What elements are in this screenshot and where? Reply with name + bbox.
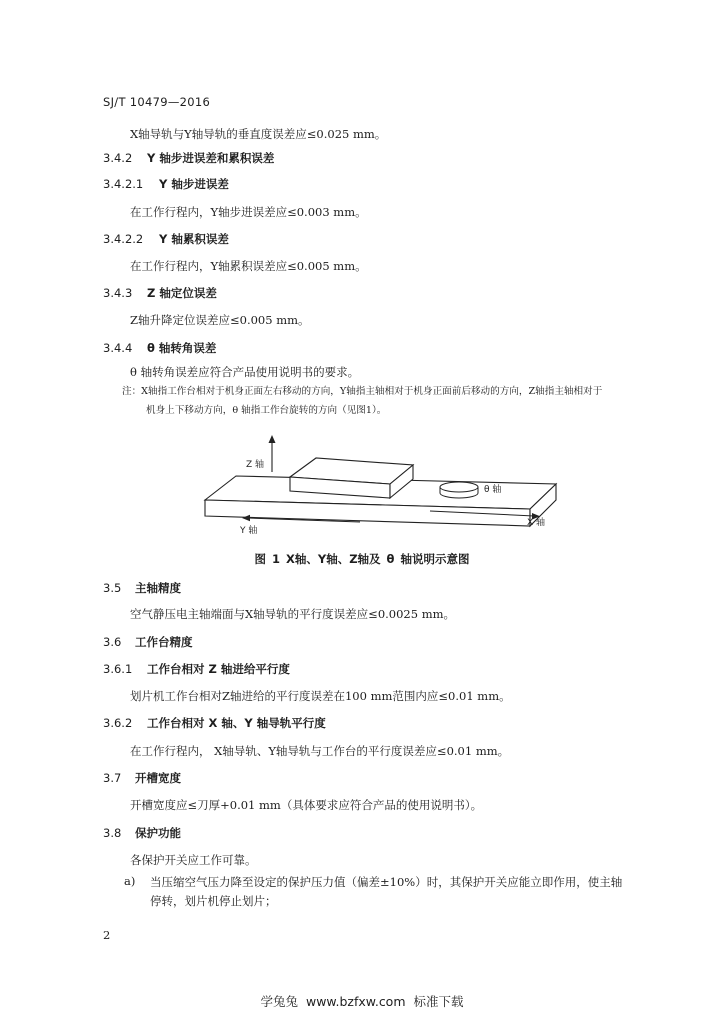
heading-3-8 — [103, 825, 181, 841]
heading-3-4-2-1 — [103, 176, 229, 192]
section-title: 工作台相对 X 轴、Y 轴导轨平行度 — [147, 716, 326, 730]
section-title: Y 轴累积误差 — [159, 232, 229, 246]
heading-3-6-1 — [103, 661, 290, 677]
section-title: 工作台精度 — [135, 635, 193, 649]
footer-watermark: 学兔兔 www.bzfxw.com 标准下载 — [260, 994, 464, 1009]
z-axis-label: Z 轴 — [246, 460, 265, 470]
paragraph-theta-error: θ 轴转角误差应符合产品使用说明书的要求。 — [130, 365, 360, 379]
paragraph-table-xy-parallelism: 在工作行程内， X轴导轨、Y轴导轨与工作台的平行度误差应≤0.01 mm。 — [130, 744, 510, 758]
section-number: 3.6 — [103, 635, 122, 649]
heading-3-4-2-2 — [103, 231, 229, 247]
section-title: Y 轴步进误差和累积误差 — [147, 151, 275, 165]
paragraph-z-positioning-error: Z轴升降定位误差应≤0.005 mm。 — [130, 313, 310, 327]
y-axis-label: Y 轴 — [240, 526, 258, 536]
section-number: 3.5 — [103, 581, 122, 595]
page-number: 2 — [103, 928, 111, 942]
x-axis-label: X 轴 — [527, 518, 546, 528]
section-number: 3.6.1 — [103, 662, 133, 676]
section-number: 3.4.3 — [103, 286, 133, 300]
rotary-disc-top — [440, 482, 478, 492]
section-title: 工作台相对 Z 轴进给平行度 — [147, 662, 290, 676]
paragraph-table-z-parallelism: 划片机工作台相对Z轴进给的平行度误差在100 mm范围内应≤0.01 mm。 — [130, 689, 511, 703]
paragraph-spindle-accuracy: 空气静压电主轴端面与X轴导轨的平行度误差应≤0.0025 mm。 — [130, 607, 456, 621]
section-number: 3.4.4 — [103, 341, 133, 355]
heading-3-6-2 — [103, 715, 326, 731]
heading-3-4-2 — [103, 150, 274, 166]
theta-axis-label: θ 轴 — [484, 485, 502, 495]
section-number: 3.8 — [103, 826, 122, 840]
paragraph-perpendicularity: X轴导轨与Y轴导轨的垂直度误差应≤0.025 mm。 — [130, 127, 387, 141]
heading-3-6 — [103, 634, 193, 650]
section-number: 3.4.2.1 — [103, 177, 144, 191]
section-number: 3.6.2 — [103, 716, 133, 730]
document-id: SJ/T 10479—2016 — [103, 95, 211, 109]
section-title: θ 轴转角误差 — [147, 341, 217, 355]
list-item-a-line-1: 当压缩空气压力降至设定的保护压力值（偏差±10%）时，其保护开关应能立即作用，使主轴 — [150, 875, 623, 889]
heading-3-7 — [103, 770, 181, 786]
heading-3-4-4 — [103, 340, 216, 356]
note-line-1: 注：X轴指工作台相对于机身正面左右移动的方向，Y轴指主轴相对于机身正面前后移动的方向，Z轴指主轴相对于 — [122, 386, 603, 397]
list-item-a-label: a) — [124, 874, 136, 888]
list-item-a-line-2: 停转，划片机停止划片； — [150, 894, 277, 908]
section-number: 3.7 — [103, 771, 122, 785]
paragraph-y-step-error: 在工作行程内，Y轴步进误差应≤0.003 mm。 — [130, 205, 367, 219]
paragraph-y-cumulative-error: 在工作行程内，Y轴累积误差应≤0.005 mm。 — [130, 259, 367, 273]
section-title: 保护功能 — [135, 826, 181, 840]
section-title: 主轴精度 — [135, 581, 181, 595]
heading-3-5 — [103, 580, 181, 596]
section-number: 3.4.2.2 — [103, 232, 144, 246]
paragraph-slot-width: 开槽宽度应≤刀厚+0.01 mm（具体要求应符合产品的使用说明书）。 — [130, 798, 483, 812]
section-title: Y 轴步进误差 — [159, 177, 229, 191]
paragraph-protection: 各保护开关应工作可靠。 — [130, 853, 257, 867]
heading-3-4-3 — [103, 285, 217, 301]
note-line-2: 机身上下移动方向，θ 轴指工作台旋转的方向（见图1）。 — [146, 405, 387, 416]
section-title: Z 轴定位误差 — [147, 286, 217, 300]
axis-diagram — [190, 432, 570, 547]
section-title: 开槽宽度 — [135, 771, 181, 785]
z-arrow-head — [269, 435, 276, 443]
section-number: 3.4.2 — [103, 151, 133, 165]
figure-caption: 图 1 X轴、Y轴、Z轴及 θ 轴说明示意图 — [254, 552, 470, 566]
